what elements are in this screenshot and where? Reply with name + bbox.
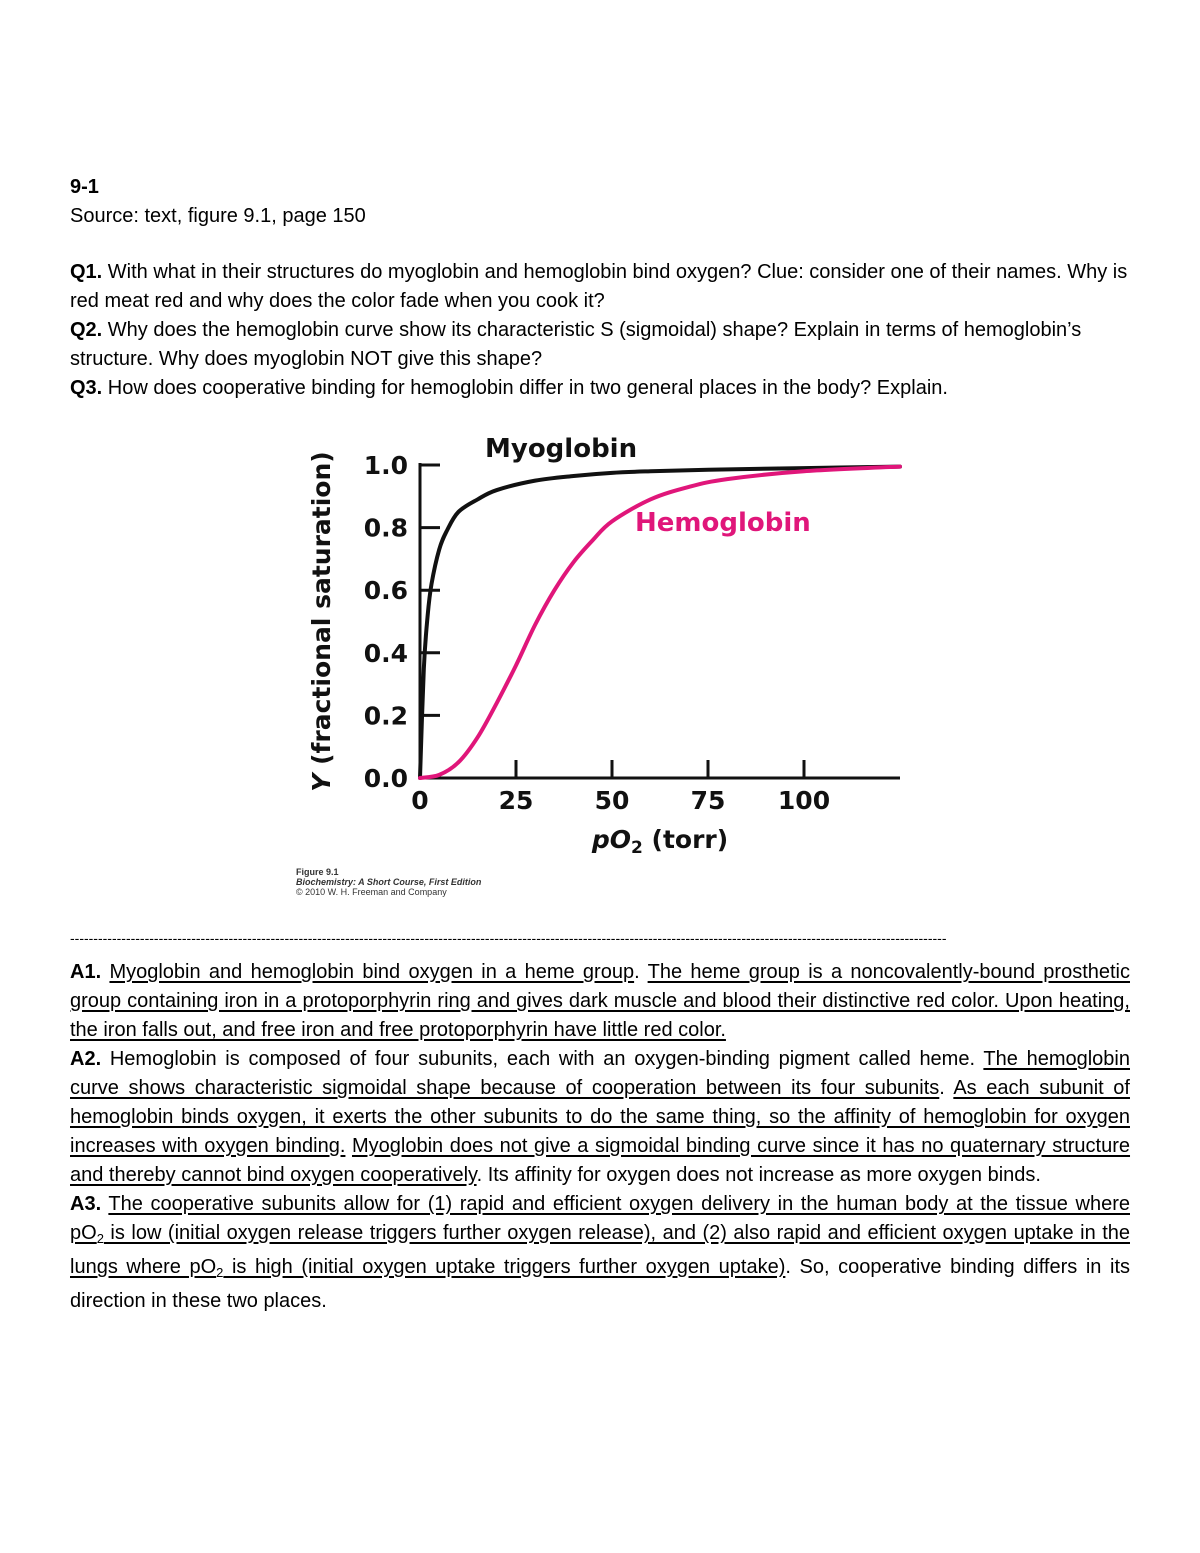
answer-2-part-2: As each subunit of hemoglobin binds oxygen, it exerts the other subunits to do the same thing, so the affinity of hemoglobin for oxygen increases with oxygen binding.: [70, 1077, 1130, 1157]
question-label: Q1.: [70, 261, 103, 283]
answer-2-part-1: The hemoglobin curve shows characteristic sigmoidal shape because of cooperation between its four subunits: [70, 1048, 1130, 1099]
x-tick-label: 100: [777, 786, 831, 815]
y-tick-label: 0.2: [363, 701, 408, 731]
figure-caption: [296, 867, 481, 897]
answer-3-tail: . So, cooperative binding differs in its direction in these two places.: [70, 1256, 1131, 1312]
caption-copyright: © 2010 W. H. Freeman and Company: [296, 887, 447, 897]
x-tick-label: 75: [690, 786, 726, 815]
answer-3: [70, 1190, 1130, 1316]
source-line: Source: text, figure 9.1, page 150: [70, 205, 366, 227]
answer-2-part-3: Myoglobin does not give a sigmoidal binding curve since it has no quaternary structure and thereby cannot bind oxygen cooperatively: [70, 1135, 1131, 1186]
y-tick-label: 0.4: [363, 638, 408, 668]
divider-line: --------------------------------------------------------------------------------------------------------------------------------------------------------------------------------------------: [70, 930, 947, 946]
question-text: Why does the hemoglobin curve show its characteristic S (sigmoidal) shape? Explain in terms of hemoglobin’s structure. Why does myoglobin NOT give this shape?: [70, 319, 1082, 370]
answers-block: [70, 958, 1130, 1316]
x-tick-label: 25: [498, 786, 534, 815]
x-tick-label: 0: [411, 786, 429, 815]
answer-2-tail: . Its affinity for oxygen does not increase as more oxygen binds.: [476, 1164, 1041, 1186]
answer-label: A1.: [70, 961, 102, 983]
answer-2-intro: Hemoglobin is composed of four subunits, each with an oxygen-binding pigment called heme.: [101, 1048, 984, 1070]
question-1: [70, 258, 1130, 316]
y-axis-label: Y (fractional saturation): [307, 451, 336, 792]
oxygen-binding-chart: [290, 430, 920, 910]
series-label-myoglobin: Myoglobin: [485, 434, 638, 464]
subscript-2: 2: [216, 1265, 224, 1280]
question-text: With what in their structures do myoglobin and hemoglobin bind oxygen? Clue: consider one of their names. Why is red meat red and why does the color fade when you cook it?: [70, 261, 1128, 312]
question-2: [70, 316, 1130, 374]
answer-label: A3.: [70, 1193, 102, 1215]
answer-3-part-1c: is high (initial oxygen uptake triggers further oxygen uptake): [223, 1256, 786, 1278]
answer-2: [70, 1045, 1130, 1190]
question-text: How does cooperative binding for hemoglobin differ in two general places in the body? Explain.: [102, 377, 948, 399]
problem-number: 9-1: [70, 176, 99, 198]
y-tick-label: 0.0: [363, 764, 408, 793]
y-tick-label: 1.0: [363, 451, 408, 480]
answer-1-part-2: The heme group is a noncovalently-bound prosthetic group containing iron in a protoporphyrin ring and gives dark muscle and blood their distinctive red color. Upon heating, the iron falls out, and free iron and free protoporphyrin have little red color.: [70, 961, 1130, 1041]
question-label: Q3.: [70, 377, 103, 399]
page-header: [70, 173, 1130, 231]
caption-title: Figure 9.1: [296, 867, 339, 877]
answer-3-part-1a: The cooperative subunits allow for (1) rapid and efficient oxygen delivery in the human body at the tissue where pO: [70, 1193, 1130, 1244]
question-label: Q2.: [70, 319, 103, 341]
caption-book: Biochemistry: A Short Course, First Edition: [296, 877, 482, 887]
answer-1: [70, 958, 1130, 1045]
answer-1-sep: .: [634, 961, 648, 983]
question-3: [70, 374, 1130, 403]
y-tick-label: 0.8: [363, 513, 408, 543]
questions-block: [70, 258, 1130, 403]
answer-2-sep-1: .: [939, 1077, 954, 1099]
answer-label: A2.: [70, 1048, 102, 1070]
answer-1-part-1: Myoglobin and hemoglobin bind oxygen in a heme group: [109, 961, 635, 983]
x-axis-label: $pO_2$ (torr): [591, 825, 729, 858]
answer-3-part-1b: is low (initial oxygen release triggers further oxygen release), and (2) also rapid and efficient oxygen uptake in the lungs where pO: [70, 1222, 1130, 1278]
answer-2-sep-2: [345, 1135, 352, 1157]
x-tick-label: 50: [594, 786, 630, 815]
series-label-hemoglobin: Hemoglobin: [635, 508, 811, 538]
subscript-2: 2: [96, 1231, 104, 1246]
y-tick-label: 0.6: [363, 576, 408, 606]
